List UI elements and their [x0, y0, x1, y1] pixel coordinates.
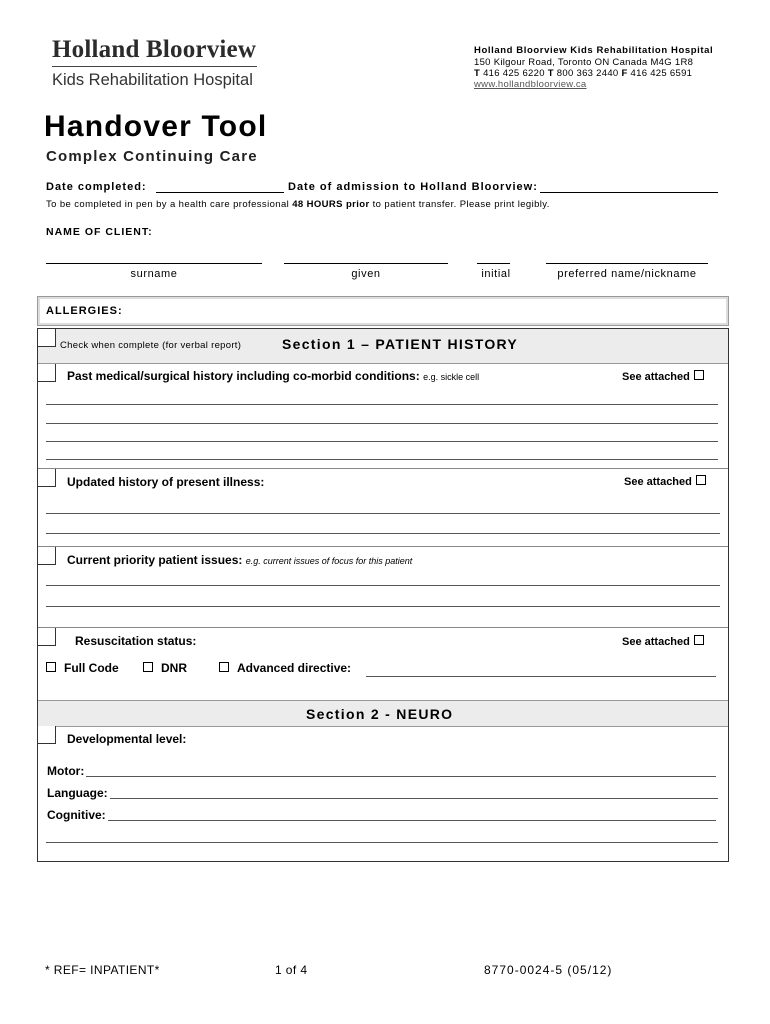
logo-subtitle: Kids Rehabilitation Hospital: [52, 71, 253, 89]
full-code-label: Full Code: [64, 661, 119, 675]
option-dnr[interactable]: [143, 661, 187, 675]
surname-field[interactable]: [46, 263, 262, 264]
phone-t-label: T: [474, 68, 481, 79]
q1-checkbox[interactable]: [38, 364, 56, 382]
language-label: Language:: [47, 786, 108, 800]
dnr-label: DNR: [161, 661, 187, 675]
form-title: Handover Tool: [44, 110, 268, 143]
footer-form-code: 8770-0024-5 (05/12): [484, 963, 613, 977]
see-attached-label: See attached: [622, 371, 690, 383]
hospital-website-link[interactable]: www.hollandbloorview.ca: [474, 79, 587, 90]
phone-t: 416 425 6220: [483, 68, 545, 79]
logo-wordmark: Holland Bloorview: [52, 36, 257, 63]
dev-label: Developmental level:: [67, 732, 187, 746]
initial-caption: initial: [481, 268, 511, 280]
see-attached-label: See attached: [624, 476, 692, 488]
divider: [38, 546, 728, 547]
hospital-name: Holland Bloorview Kids Rehabilitation Hospital: [474, 45, 714, 56]
date-admission-label: Date of admission to Holland Bloorview:: [288, 181, 538, 193]
footer-page-number: 1 of 4: [275, 963, 308, 977]
advanced-directive-checkbox[interactable]: [219, 662, 229, 672]
advanced-directive-field[interactable]: [366, 676, 716, 677]
surname-caption: surname: [130, 268, 178, 280]
q1-example: e.g. sickle cell: [423, 372, 480, 382]
motor-label: Motor:: [47, 764, 85, 778]
full-code-checkbox[interactable]: [46, 662, 56, 672]
q4-label: Resuscitation status:: [75, 634, 197, 648]
see-attached-checkbox[interactable]: [696, 475, 706, 485]
verbal-report-note: Check when complete (for verbal report): [60, 340, 242, 351]
q2-see-attached[interactable]: [624, 475, 706, 488]
q3-line-2[interactable]: [46, 606, 720, 607]
option-advanced-directive[interactable]: [219, 661, 351, 675]
q4-checkbox[interactable]: [38, 628, 56, 646]
q2-line-1[interactable]: [46, 513, 720, 514]
form-subtitle: Complex Continuing Care: [46, 148, 258, 165]
hospital-address: 150 Kilgour Road, Toronto ON Canada M4G 1R8: [474, 57, 694, 68]
advanced-directive-label: Advanced directive:: [237, 661, 352, 675]
section1-verbal-checkbox[interactable]: [38, 329, 56, 347]
q1-label: [67, 369, 479, 383]
see-attached-checkbox[interactable]: [694, 370, 704, 380]
language-field[interactable]: [110, 798, 718, 799]
date-completed-label: Date completed:: [46, 181, 147, 193]
q1-see-attached[interactable]: [622, 370, 704, 383]
given-name-field[interactable]: [284, 263, 448, 264]
q2-checkbox[interactable]: [38, 469, 56, 487]
dnr-checkbox[interactable]: [143, 662, 153, 672]
extra-line[interactable]: [46, 842, 718, 843]
hospital-phones: [474, 68, 692, 79]
see-attached-checkbox[interactable]: [694, 635, 704, 645]
q1-label-text: Past medical/surgical history including co-morbid conditions:: [67, 369, 420, 383]
cognitive-label: Cognitive:: [47, 808, 106, 822]
fax: 416 425 6591: [630, 68, 693, 79]
q1-line-1[interactable]: [46, 404, 718, 405]
form-sections-frame: [37, 328, 729, 862]
q3-checkbox[interactable]: [38, 547, 56, 565]
option-full-code[interactable]: [46, 661, 119, 675]
phone-t2: 800 363 2440: [556, 68, 619, 79]
footer-ref: * REF= INPATIENT*: [45, 963, 160, 977]
q1-line-2[interactable]: [46, 423, 718, 424]
dev-checkbox[interactable]: [38, 726, 56, 744]
nickname-caption: preferred name/nickname: [557, 268, 697, 280]
divider: [38, 468, 728, 469]
q1-line-4[interactable]: [46, 459, 718, 460]
nickname-field[interactable]: [546, 263, 708, 264]
q2-label: Updated history of present illness:: [67, 475, 265, 489]
fax-label: F: [621, 68, 628, 79]
date-completed-field[interactable]: [156, 192, 284, 193]
instructions-emphasis: 48 HOURS prior: [292, 199, 370, 210]
given-caption: given: [351, 268, 381, 280]
q1-line-3[interactable]: [46, 441, 718, 442]
section2-title: Section 2 - NEURO: [306, 706, 454, 722]
date-admission-field[interactable]: [540, 192, 718, 193]
instructions: [46, 199, 550, 210]
section1-title: Section 1 – PATIENT HISTORY: [282, 336, 519, 352]
dates-row: [46, 181, 147, 193]
allergies-label: ALLERGIES:: [46, 305, 123, 317]
see-attached-label: See attached: [622, 636, 690, 648]
instructions-text: To be completed in pen by a health care professional: [46, 199, 293, 210]
cognitive-field[interactable]: [108, 820, 716, 821]
motor-field[interactable]: [86, 776, 716, 777]
q3-label-text: Current priority patient issues:: [67, 553, 243, 567]
q3-example: e.g. current issues of focus for this patient: [245, 556, 413, 566]
q4-see-attached[interactable]: [622, 635, 704, 648]
initial-field[interactable]: [477, 263, 510, 264]
phone-t2-label: T: [547, 68, 554, 79]
logo-divider: [52, 66, 257, 67]
client-name-label: NAME OF CLIENT:: [46, 226, 153, 238]
instructions-text-end: to patient transfer. Please print legibly.: [369, 199, 550, 210]
allergies-field[interactable]: [37, 296, 729, 326]
q2-line-2[interactable]: [46, 533, 720, 534]
q3-line-1[interactable]: [46, 585, 720, 586]
q3-label: [67, 553, 412, 567]
divider: [38, 627, 728, 628]
